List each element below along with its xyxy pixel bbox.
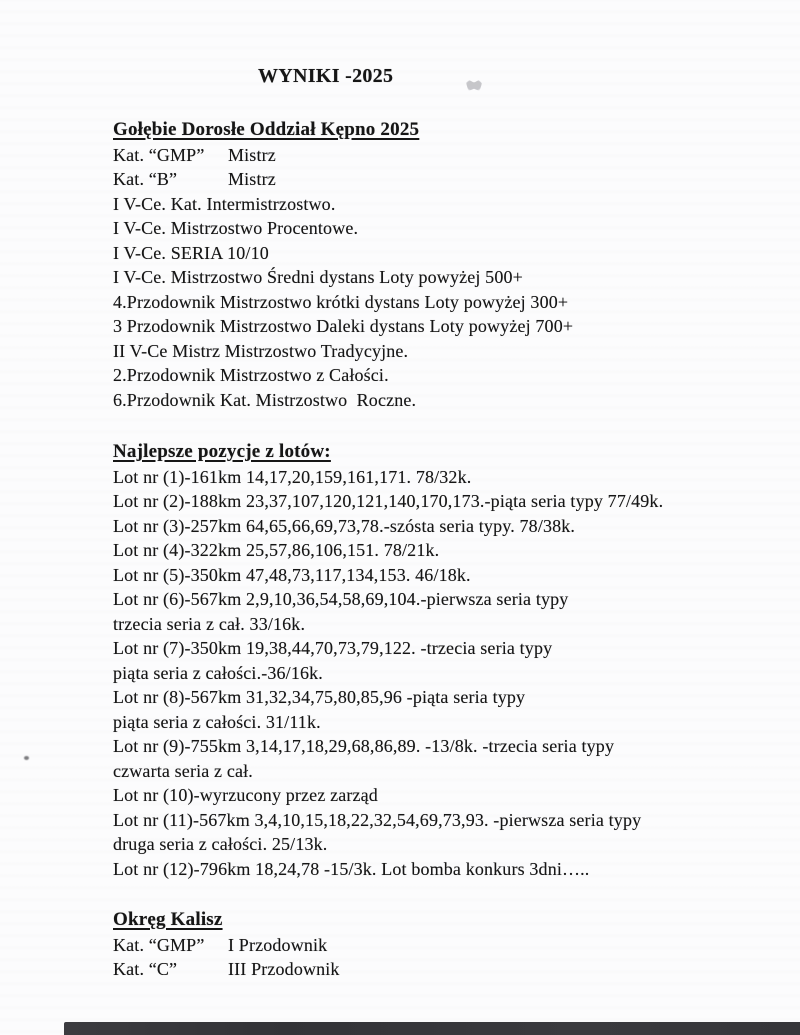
award-line: 4.Przodownik Mistrzostwo krótki dystans Loty powyżej 300+: [113, 291, 569, 312]
lot-line: trzecia seria z cał. 33/16k.: [113, 613, 306, 634]
lot-line: Lot nr (1)-161km 14,17,20,159,161,171. 78/32k.: [113, 466, 472, 487]
award-line: I V-Ce. Mistrzostwo Procentowe.: [113, 218, 359, 238]
scanner-edge-bar: [64, 1022, 800, 1035]
category-row: [113, 933, 773, 958]
section-kepno: [113, 118, 773, 412]
category-label: Kat. “GMP”: [113, 934, 205, 955]
category-label: Kat. “B”: [113, 169, 178, 189]
lot-line: Lot nr (3)-257km 64,65,66,69,73,78.-szósta seria typy. 78/38k.: [113, 515, 576, 536]
lot-line: Lot nr (9)-755km 3,14,17,18,29,68,86,89. -13/8k. -trzecia seria typy: [113, 736, 615, 756]
award-line: I V-Ce. Kat. Intermistrzostwo.: [113, 193, 336, 214]
document-content: [113, 64, 773, 982]
lot-line: czwarta seria z cał.: [113, 760, 253, 781]
award-line: 3 Przodownik Mistrzostwo Daleki dystans Loty powyżej 700+: [113, 316, 574, 336]
award-line: I V-Ce. Mistrzostwo Średni dystans Loty powyżej 500+: [113, 267, 523, 287]
lot-line: druga seria z całości. 25/13k.: [113, 834, 328, 854]
lot-line: Lot nr (4)-322km 25,57,86,106,151. 78/21k.: [113, 540, 440, 560]
section-heading-kalisz: Okręg Kalisz: [113, 909, 223, 930]
category-value: I Przodownik: [228, 934, 328, 955]
lot-line: Lot nr (12)-796km 18,24,78 -15/3k. Lot bomba konkurs 3dni…..: [113, 858, 590, 879]
lot-line: piąta seria z całości.-36/16k.: [113, 662, 323, 683]
scan-dot-artifact: [24, 756, 29, 760]
section-heading-kepno: Gołębie Dorosłe Oddział Kępno 2025: [113, 119, 420, 140]
award-line: 6.Przodownik Kat. Mistrzostwo Roczne.: [113, 389, 417, 410]
lot-line: Lot nr (10)-wyrzucony przez zarząd: [113, 785, 378, 805]
category-value: Mistrz: [228, 169, 276, 189]
award-line: II V-Ce Mistrz Mistrzostwo Tradycyjne.: [113, 340, 409, 361]
lot-line: Lot nr (8)-567km 31,32,34,75,80,85,96 -piąta seria typy: [113, 687, 526, 707]
lot-line: Lot nr (2)-188km 23,37,107,120,121,140,170,173.-piąta seria typy 77/49k.: [113, 491, 664, 511]
section-kalisz: [113, 908, 773, 982]
category-row: [113, 167, 773, 192]
section-lots: [113, 440, 773, 881]
lot-line: Lot nr (5)-350km 47,48,73,117,134,153. 46/18k.: [113, 564, 471, 585]
category-label: Kat. “GMP”: [113, 144, 205, 165]
category-value: Mistrz: [228, 144, 276, 165]
section-heading-lots: Najlepsze pozycje z lotów:: [113, 441, 331, 462]
category-value: III Przodownik: [228, 959, 340, 979]
award-line: 2.Przodownik Mistrzostwo z Całości.: [113, 365, 389, 385]
category-row: [113, 957, 773, 982]
category-label: Kat. “C”: [113, 959, 178, 979]
category-row: [113, 143, 773, 168]
lot-line: Lot nr (6)-567km 2,9,10,36,54,58,69,104.-pierwsza seria typy: [113, 589, 569, 609]
lot-line: Lot nr (7)-350km 19,38,44,70,73,79,122. -trzecia seria typy: [113, 638, 553, 658]
lot-line: piąta seria z całości. 31/11k.: [113, 711, 321, 732]
lot-line: Lot nr (11)-567km 3,4,10,15,18,22,32,54,69,73,93. -pierwsza seria typy: [113, 809, 642, 830]
page-title: WYNIKI -2025: [258, 65, 394, 87]
award-line: I V-Ce. SERIA 10/10: [113, 242, 269, 263]
